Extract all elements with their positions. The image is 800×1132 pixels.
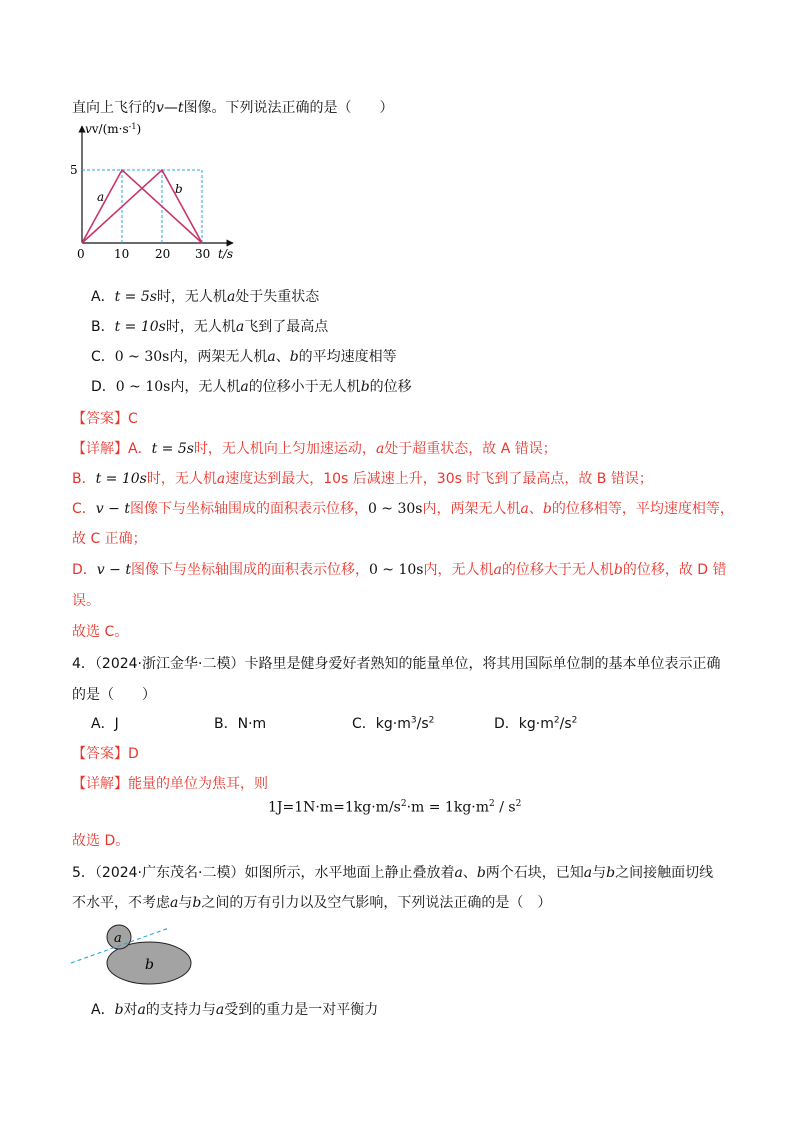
q3-exp-d-line2: 误。 [72, 593, 100, 609]
q3-opt-b-math: t = 10s [114, 319, 166, 335]
q3-stem-dash: — [163, 100, 178, 116]
q4-conclusion: 故选 D。 [72, 833, 130, 849]
q3-option-d: D．0 ~ 10s内，无人机a的位移小于无人机b的位移 [91, 379, 412, 395]
q3-stem [72, 97, 394, 117]
q3-exp-b: B．t = 10s时，无人机a速度达到最大，10s 后减速上升，30s 时飞到了最高点，故 B 错误； [72, 471, 653, 487]
y-axis-label-sup: -1 [128, 122, 137, 131]
stone-a-label: a [114, 931, 122, 946]
line-b-label: b [175, 182, 183, 196]
stones-figure [68, 922, 208, 990]
q4-answer: 【答案】D [72, 746, 139, 762]
q3-opt-c-math: 0 ~ 30s [114, 349, 170, 365]
y-axis-label: $vv/(m\cdot s^{-1})$ [85, 122, 142, 136]
q3-option-b: B．t = 10s时，无人机a飞到了最高点 [91, 319, 329, 335]
q4-option-a: A．J [91, 716, 119, 732]
q5-stem-line2: 不水平，不考虑a与b之间的万有引力以及空气影响，下列说法正确的是（ ） [72, 895, 552, 911]
q4-formula: $1J=1N\cdot m=1kg\cdot m/s^2\cdot m = 1kg\cdot m^2 / s^2$ [268, 799, 522, 816]
q4-stem-line1: 4．（2024·浙江金华·二模）卡路里是健身爱好者熟知的能量单位，将其用国际单位制的基本单位表示正确 [72, 656, 721, 672]
q3-stem-post: 图像。下列说法正确的是（ ） [183, 100, 394, 116]
q3-exp-c: C．v − t图像下与坐标轴围成的面积表示位移，0 ~ 30s内，两架无人机a、b的位移相等，平均速度相等， [72, 501, 734, 517]
q3-stem-pre: 直向上飞行的 [72, 100, 156, 116]
q3-stem-v: v [156, 100, 164, 116]
q4-option-c: C．$kg\cdot m^3/s^2$ [352, 715, 435, 732]
vt-graph [70, 122, 250, 267]
q3-exp-a: 【详解】A．t = 5s时，无人机向上匀加速运动，a处于超重状态，故 A 错误； [72, 441, 557, 457]
q3-option-a: A．t = 5s时，无人机a处于失重状态 [91, 289, 320, 305]
line-b [82, 170, 202, 243]
x-tick-30: 30 [195, 247, 211, 261]
line-a [82, 170, 202, 243]
q3-opt-d-math: 0 ~ 10s [115, 379, 171, 395]
q5-option-a: A．b对a的支持力与a受到的重力是一对平衡力 [91, 1002, 379, 1018]
q4-explanation: 【详解】能量的单位为焦耳，则 [72, 776, 268, 792]
x-axis-label: t/s [218, 247, 234, 261]
q3-answer: 【答案】C [72, 411, 138, 427]
q4-stem-line2: 的是（ ） [72, 687, 156, 703]
q3-exp-d: D．v − t图像下与坐标轴围成的面积表示位移，0 ~ 10s内，无人机a的位移大于无人机b的位移，故 D 错 [72, 562, 727, 578]
y-tick-5: 5 [70, 163, 78, 177]
y-axis-label-end: ) [136, 122, 142, 136]
x-tick-10: 10 [114, 247, 130, 261]
line-a-label: a [97, 190, 105, 204]
q5-stem-line1: 5．（2024·广东茂名·二模）如图所示，水平地面上静止叠放着a、b两个石块，已知a与b之间接触面切线 [72, 865, 714, 881]
q3-exp-c-line2: 故 C 正确； [72, 531, 147, 547]
guide-lines [82, 170, 202, 243]
q3-stem-t: t [177, 100, 184, 116]
q3-conclusion: 故选 C。 [72, 624, 129, 640]
x-tick-0: 0 [77, 247, 85, 261]
x-tick-20: 20 [155, 247, 171, 261]
stone-b-label: b [145, 957, 154, 973]
q4-option-b: B．N·m [214, 716, 267, 732]
q3-option-c: C．0 ~ 30s内，两架无人机a、b的平均速度相等 [91, 349, 397, 365]
q3-opt-a-math: t = 5s [114, 289, 157, 305]
q4-option-d: D．$kg\cdot m^2/s^2$ [494, 715, 578, 732]
